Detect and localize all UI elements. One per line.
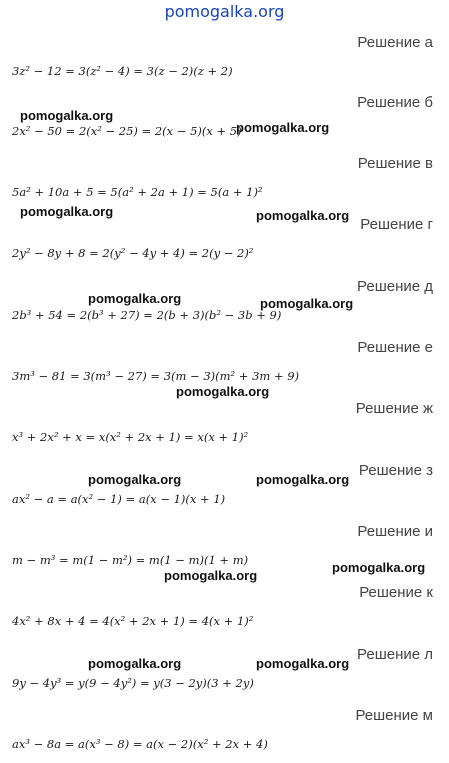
solution-l-label: Решение л xyxy=(357,646,433,663)
solution-z-formula: ax² − a = a(x² − 1) = a(x − 1)(x + 1) xyxy=(12,492,226,506)
site-title[interactable]: pomogalka.org xyxy=(164,2,285,21)
solution-z-label: Решение з xyxy=(358,462,433,479)
solution-k-formula: 4x² + 8x + 4 = 4(x² + 2x + 1) = 4(x + 1)² xyxy=(12,614,254,628)
solution-zh-label: Решение ж xyxy=(355,400,433,417)
solution-i-label: Решение и xyxy=(357,523,433,540)
solution-d-label: Решение д xyxy=(357,278,433,295)
solution-i-formula: m − m³ = m(1 − m²) = m(1 − m)(1 + m) xyxy=(12,553,249,567)
solution-g-label: Решение г xyxy=(360,216,433,233)
watermark: pomogalka.org xyxy=(256,208,350,223)
solution-l-formula: 9y − 4y³ = y(9 − 4y²) = y(3 − 2y)(3 + 2y) xyxy=(12,676,254,690)
solution-a-label: Решение а xyxy=(357,34,433,51)
watermark: pomogalka.org xyxy=(236,120,330,135)
solution-e-formula: 3m³ − 81 = 3(m³ − 27) = 3(m − 3)(m² + 3m + 9) xyxy=(12,369,300,383)
watermark: pomogalka.org xyxy=(256,472,350,487)
solution-k-label: Решение к xyxy=(359,584,433,601)
watermark: pomogalka.org xyxy=(88,656,182,671)
watermark: pomogalka.org xyxy=(20,204,114,219)
solution-d-formula: 2b³ + 54 = 2(b³ + 27) = 2(b + 3)(b² − 3b + 9) xyxy=(12,308,282,322)
solution-b-formula: 2x² − 50 = 2(x² − 25) = 2(x − 5)(x + 5) xyxy=(12,124,242,138)
watermark: pomogalka.org xyxy=(164,568,258,583)
watermark: pomogalka.org xyxy=(332,560,426,575)
solution-zh-formula: x³ + 2x² + x = x(x² + 2x + 1) = x(x + 1)² xyxy=(12,430,249,444)
watermark: pomogalka.org xyxy=(20,108,114,123)
watermark: pomogalka.org xyxy=(260,296,354,311)
watermark: pomogalka.org xyxy=(88,291,182,306)
watermark: pomogalka.org xyxy=(88,472,182,487)
solution-m-formula: ax³ − 8a = a(x³ − 8) = a(x − 2)(x² + 2x + 4) xyxy=(12,737,268,751)
solution-e-label: Решение е xyxy=(357,339,433,356)
watermark: pomogalka.org xyxy=(256,656,350,671)
solution-b-label: Решение б xyxy=(357,94,433,111)
solution-a-formula: 3z² − 12 = 3(z² − 4) = 3(z − 2)(z + 2) xyxy=(12,64,233,78)
solution-m-label: Решение м xyxy=(355,707,433,724)
solution-g-formula: 2y² − 8y + 8 = 2(y² − 4y + 4) = 2(y − 2)² xyxy=(12,246,254,260)
watermark: pomogalka.org xyxy=(176,384,270,399)
solution-v-label: Решение в xyxy=(357,155,433,172)
solution-v-formula: 5a² + 10a + 5 = 5(a² + 2a + 1) = 5(a + 1)² xyxy=(12,185,263,199)
